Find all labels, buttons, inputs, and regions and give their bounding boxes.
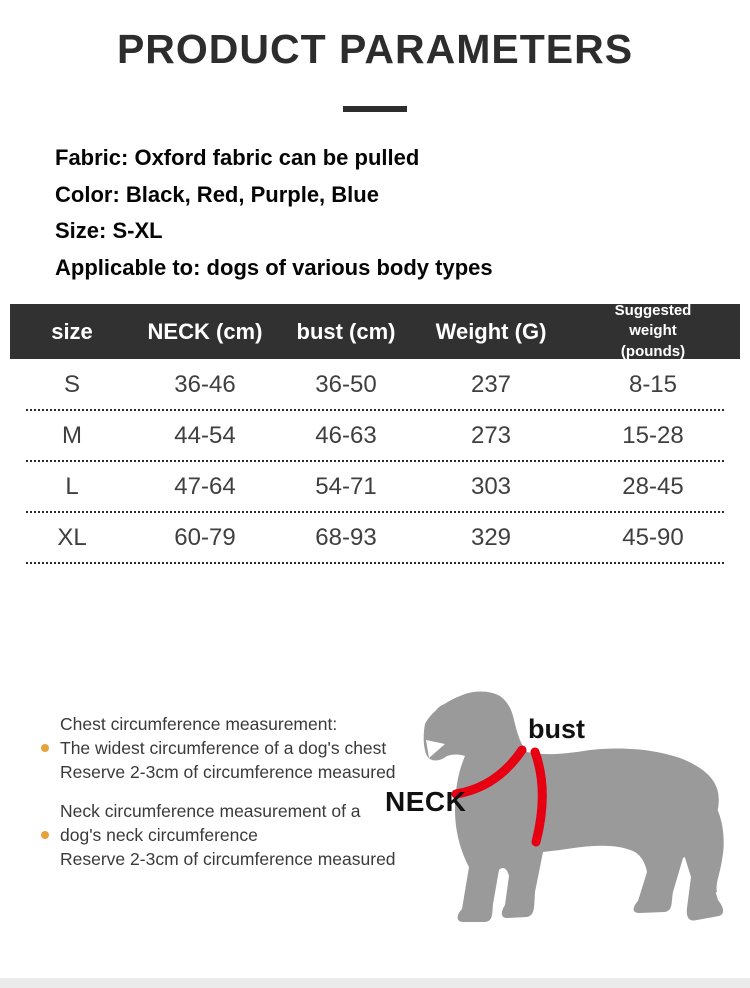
header-cell-neck: NECK (cm) [147, 318, 263, 344]
note-chest [40, 712, 400, 784]
cell-bust: 46-63 [315, 421, 377, 449]
row-divider [26, 562, 724, 564]
cell-neck: 60-79 [174, 523, 236, 551]
bottom-strip [0, 978, 750, 988]
cell-suggested: 45-90 [622, 523, 684, 551]
cell-neck: 47-64 [174, 472, 236, 500]
info-line-fabric: Fabric: Oxford fabric can be pulled [55, 145, 420, 170]
note-line: dog's neck circumference [60, 825, 258, 845]
cell-suggested: 28-45 [622, 472, 684, 500]
page-title: PRODUCT PARAMETERS [116, 26, 634, 72]
table-row-xl [10, 512, 740, 563]
cell-bust: 36-50 [315, 370, 377, 398]
cell-size: S [63, 370, 80, 398]
note-line: Chest circumference measurement: [60, 714, 338, 734]
product-info [55, 140, 493, 286]
size-table [10, 304, 740, 563]
cell-suggested: 8-15 [628, 370, 678, 398]
cell-neck: 44-54 [174, 421, 236, 449]
title-underline [343, 106, 407, 112]
cell-bust: 68-93 [315, 523, 377, 551]
cell-weight: 303 [470, 472, 512, 500]
note-line: Neck circumference measurement of a [60, 801, 361, 821]
table-header-row [10, 304, 740, 359]
note-line: Reserve 2-3cm of circumference measured [60, 762, 396, 782]
info-line-size: Size: S-XL [55, 218, 163, 243]
table-row-s [10, 359, 740, 410]
cell-weight: 273 [470, 421, 512, 449]
cell-weight: 237 [470, 370, 512, 398]
bullet-dot [41, 744, 49, 752]
table-row-l [10, 461, 740, 512]
bullet-dot [41, 831, 49, 839]
info-line-color: Color: Black, Red, Purple, Blue [55, 181, 379, 207]
cell-size: XL [57, 523, 87, 551]
cell-neck: 36-46 [174, 370, 236, 398]
note-line: The widest circumference of a dog's chest [60, 738, 387, 758]
header-cell-bust: bust (cm) [296, 318, 396, 344]
header-cell-suggested [566, 301, 740, 362]
header-cell-size: size [51, 318, 93, 344]
cell-size: L [65, 472, 79, 500]
neck-label: NECK [385, 786, 467, 817]
bust-label: bust [528, 714, 585, 744]
measurement-notes [40, 712, 400, 871]
cell-size: M [62, 421, 82, 449]
table-row-m [10, 410, 740, 461]
cell-bust: 54-71 [315, 472, 377, 500]
note-neck [40, 799, 400, 871]
header-cell-suggested-label: Suggested weight (pounds) [614, 302, 692, 360]
cell-suggested: 15-28 [622, 421, 684, 449]
cell-weight: 329 [470, 523, 512, 551]
note-line: Reserve 2-3cm of circumference measured [60, 849, 396, 869]
info-line-applicable: Applicable to: dogs of various body types [55, 254, 493, 280]
header-cell-weight: Weight (G) [435, 318, 547, 344]
